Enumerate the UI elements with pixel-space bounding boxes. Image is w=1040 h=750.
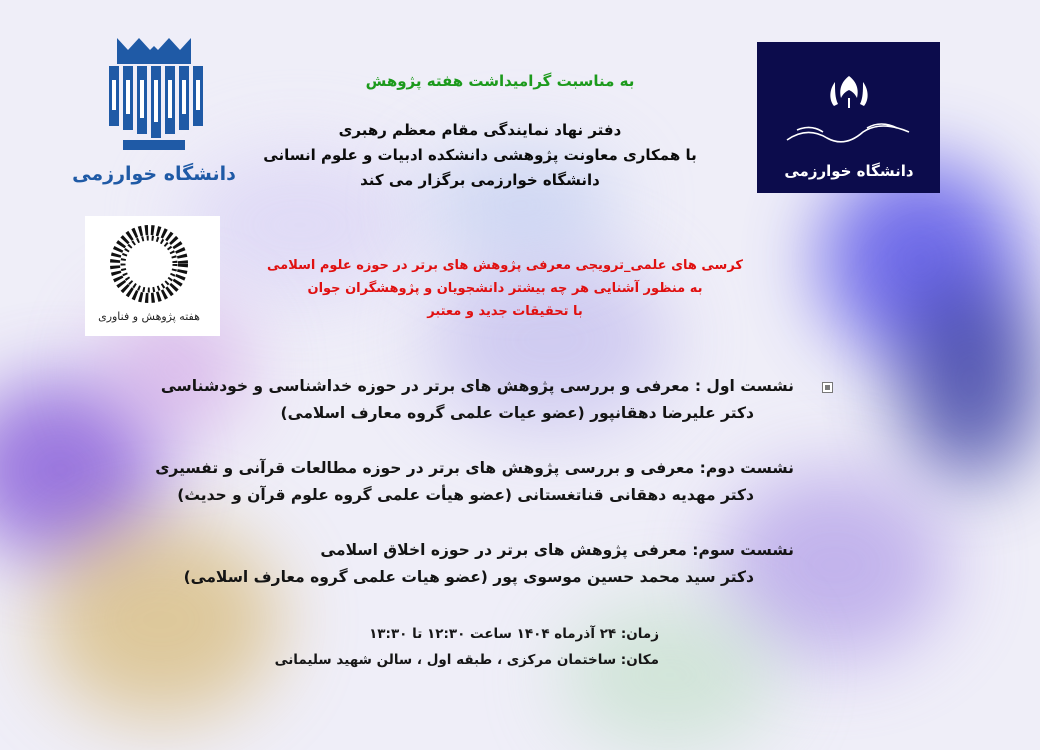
session-speaker: دکتر سید محمد حسین موسوی پور (عضو هیات علمی گروه معارف اسلامی) (183, 568, 754, 586)
event-description (235, 254, 775, 323)
university-logo-caption: دانشگاه خوارزمی (72, 163, 236, 185)
bullet-icon (822, 382, 833, 393)
research-week-caption: هفته پژوهش و فناوری (98, 310, 200, 323)
session-title: نشست اول : معرفی و بررسی پژوهش های برتر در حوزه خداشناسی و خودشناسی (160, 377, 794, 395)
university-emblem-icon (72, 30, 236, 190)
organizer-line: دفتر نهاد نمایندگی مقام معظم رهبری (338, 121, 622, 139)
ministry-logo-caption: دانشگاه خوارزمی (784, 162, 914, 180)
event-line: کرسی های علمی_ترویجی معرفی پژوهش های برتر در حوزه علوم اسلامی (267, 258, 743, 273)
session-3 (184, 537, 794, 591)
occasion-title: به مناسبت گرامیداشت هفته پژوهش (365, 72, 635, 90)
organizer-block (215, 118, 745, 193)
research-week-logo (85, 216, 220, 336)
swirl-ring-icon (85, 216, 220, 336)
event-line: به منظور آشنایی هر چه بیشتر دانشجویان و پژوهشگران جوان (307, 281, 703, 296)
ministry-logo (757, 42, 940, 193)
event-details (275, 621, 659, 673)
session-title: نشست دوم: معرفی و بررسی پژوهش های برتر در حوزه مطالعات قرآنی و تفسیری (155, 459, 794, 477)
event-time: زمان: ۲۴ آذرماه ۱۴۰۴ ساعت ۱۲:۳۰ تا ۱۳:۳۰ (369, 626, 659, 642)
session-speaker: دکتر مهدیه دهقانی قناتغستانی (عضو هیأت علمی گروه علوم قرآن و حدیث) (177, 486, 754, 504)
session-title: نشست سوم: معرفی پژوهش های برتر در حوزه اخلاق اسلامی (320, 541, 794, 559)
university-logo (72, 30, 236, 190)
session-1 (161, 373, 794, 427)
event-line: با تحقیقات جدید و معتبر (427, 304, 583, 319)
iran-emblem-icon (757, 42, 940, 193)
organizer-line: با همکاری معاونت پژوهشی دانشکده ادبیات و علوم انسانی (263, 146, 697, 164)
event-place: مکان: ساختمان مرکزی ، طبقه اول ، سالن شهید سلیمانی (274, 652, 659, 668)
session-2 (155, 455, 794, 509)
session-speaker: دکتر علیرضا دهقانپور (عضو عیات علمی گروه معارف اسلامی) (280, 404, 754, 422)
organizer-line: دانشگاه خوارزمی برگزار می کند (360, 171, 600, 189)
